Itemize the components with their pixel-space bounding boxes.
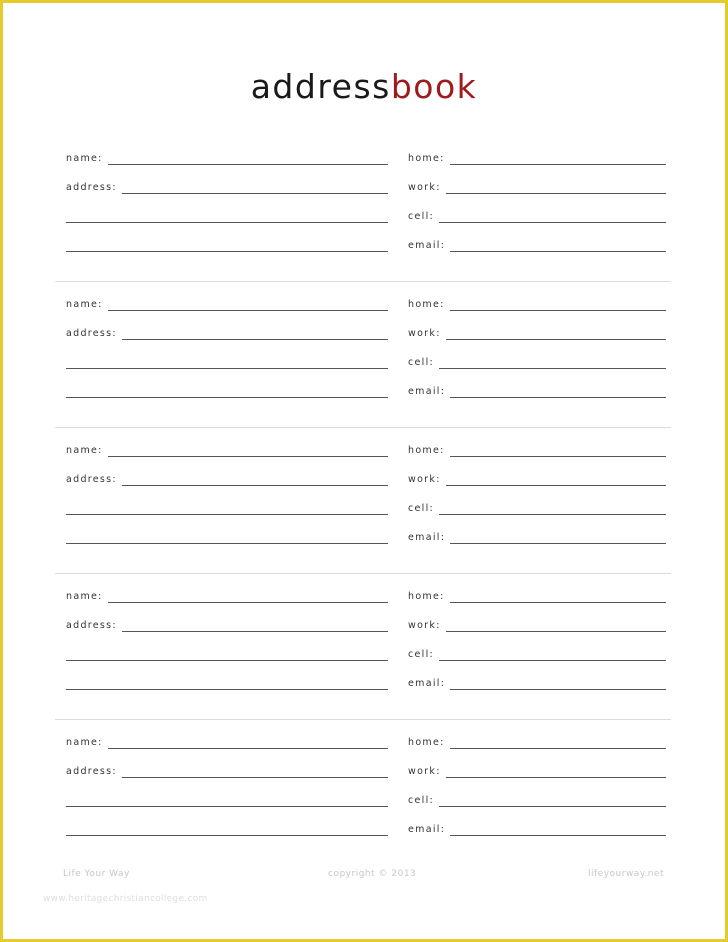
watermark: www.heritagechristiancollege.com bbox=[43, 894, 208, 904]
home-row bbox=[408, 441, 666, 457]
contact-entry bbox=[55, 719, 671, 865]
work-phone-field-line[interactable] bbox=[446, 339, 666, 340]
contact-entry bbox=[55, 281, 671, 428]
home-row bbox=[408, 149, 666, 165]
work-label: work: bbox=[408, 620, 441, 631]
cell-row bbox=[408, 207, 666, 223]
address-row bbox=[66, 470, 388, 486]
address-label: address: bbox=[66, 182, 117, 193]
home-label: home: bbox=[408, 445, 445, 456]
home-label: home: bbox=[408, 591, 445, 602]
email-label: email: bbox=[408, 386, 446, 397]
email-label: email: bbox=[408, 240, 446, 251]
work-phone-field-line[interactable] bbox=[446, 777, 666, 778]
address-field-line[interactable] bbox=[122, 193, 388, 194]
address-field-line[interactable] bbox=[122, 777, 388, 778]
home-phone-field-line[interactable] bbox=[450, 748, 666, 749]
home-row bbox=[408, 733, 666, 749]
name-row bbox=[66, 149, 388, 165]
footer-center: copyright © 2013 bbox=[328, 869, 417, 879]
address-label: address: bbox=[66, 620, 117, 631]
address-line-3[interactable] bbox=[66, 835, 388, 836]
name-field-line[interactable] bbox=[108, 748, 388, 749]
email-label: email: bbox=[408, 532, 446, 543]
name-label: name: bbox=[66, 737, 103, 748]
name-row bbox=[66, 733, 388, 749]
work-row bbox=[408, 178, 666, 194]
cell-label: cell: bbox=[408, 503, 435, 514]
cell-phone-field-line[interactable] bbox=[439, 806, 666, 807]
name-row bbox=[66, 295, 388, 311]
work-row bbox=[408, 616, 666, 632]
email-label: email: bbox=[408, 678, 446, 689]
cell-phone-field-line[interactable] bbox=[439, 660, 666, 661]
address-line-2[interactable] bbox=[66, 514, 388, 515]
address-line-3-row bbox=[66, 820, 388, 836]
page-title bbox=[3, 67, 725, 106]
cell-label: cell: bbox=[408, 357, 435, 368]
home-phone-field-line[interactable] bbox=[450, 602, 666, 603]
cell-label: cell: bbox=[408, 795, 435, 806]
address-line-2-row bbox=[66, 207, 388, 223]
cell-row bbox=[408, 791, 666, 807]
address-line-3[interactable] bbox=[66, 543, 388, 544]
email-row bbox=[408, 382, 666, 398]
name-row bbox=[66, 441, 388, 457]
work-row bbox=[408, 470, 666, 486]
address-line-2[interactable] bbox=[66, 660, 388, 661]
address-line-2[interactable] bbox=[66, 368, 388, 369]
work-phone-field-line[interactable] bbox=[446, 485, 666, 486]
address-field-line[interactable] bbox=[122, 485, 388, 486]
cell-phone-field-line[interactable] bbox=[439, 222, 666, 223]
name-label: name: bbox=[66, 299, 103, 310]
home-phone-field-line[interactable] bbox=[450, 456, 666, 457]
footer-left: Life Your Way bbox=[63, 869, 130, 879]
work-label: work: bbox=[408, 182, 441, 193]
name-field-line[interactable] bbox=[108, 456, 388, 457]
cell-row bbox=[408, 499, 666, 515]
home-phone-field-line[interactable] bbox=[450, 310, 666, 311]
address-line-2-row bbox=[66, 791, 388, 807]
home-label: home: bbox=[408, 153, 445, 164]
address-line-3-row bbox=[66, 236, 388, 252]
address-line-2-row bbox=[66, 353, 388, 369]
cell-row bbox=[408, 645, 666, 661]
email-row bbox=[408, 528, 666, 544]
name-label: name: bbox=[66, 591, 103, 602]
cell-phone-field-line[interactable] bbox=[439, 514, 666, 515]
home-label: home: bbox=[408, 299, 445, 310]
email-row bbox=[408, 674, 666, 690]
address-row bbox=[66, 178, 388, 194]
address-line-2-row bbox=[66, 499, 388, 515]
address-line-3-row bbox=[66, 528, 388, 544]
address-field-line[interactable] bbox=[122, 631, 388, 632]
email-row bbox=[408, 236, 666, 252]
address-row bbox=[66, 616, 388, 632]
email-row bbox=[408, 820, 666, 836]
cell-row bbox=[408, 353, 666, 369]
name-label: name: bbox=[66, 445, 103, 456]
address-line-2[interactable] bbox=[66, 222, 388, 223]
cell-label: cell: bbox=[408, 649, 435, 660]
work-label: work: bbox=[408, 328, 441, 339]
home-row bbox=[408, 587, 666, 603]
address-row bbox=[66, 324, 388, 340]
email-field-line[interactable] bbox=[450, 835, 666, 836]
address-line-2-row bbox=[66, 645, 388, 661]
contact-entry bbox=[55, 135, 671, 282]
work-row bbox=[408, 324, 666, 340]
address-line-2[interactable] bbox=[66, 806, 388, 807]
address-line-3[interactable] bbox=[66, 397, 388, 398]
name-row bbox=[66, 587, 388, 603]
email-field-line[interactable] bbox=[450, 397, 666, 398]
address-row bbox=[66, 762, 388, 778]
address-label: address: bbox=[66, 474, 117, 485]
email-field-line[interactable] bbox=[450, 543, 666, 544]
title-part-book: book bbox=[390, 67, 478, 106]
name-field-line[interactable] bbox=[108, 164, 388, 165]
work-label: work: bbox=[408, 766, 441, 777]
name-field-line[interactable] bbox=[108, 602, 388, 603]
address-label: address: bbox=[66, 328, 117, 339]
address-line-3[interactable] bbox=[66, 689, 388, 690]
contact-entry bbox=[55, 427, 671, 574]
cell-label: cell: bbox=[408, 211, 435, 222]
title-part-address: address bbox=[250, 67, 391, 106]
address-label: address: bbox=[66, 766, 117, 777]
email-field-line[interactable] bbox=[450, 689, 666, 690]
home-label: home: bbox=[408, 737, 445, 748]
footer-right: lifeyourway.net bbox=[588, 869, 664, 879]
email-label: email: bbox=[408, 824, 446, 835]
name-label: name: bbox=[66, 153, 103, 164]
address-line-3[interactable] bbox=[66, 251, 388, 252]
name-field-line[interactable] bbox=[108, 310, 388, 311]
address-line-3-row bbox=[66, 674, 388, 690]
address-line-3-row bbox=[66, 382, 388, 398]
address-field-line[interactable] bbox=[122, 339, 388, 340]
work-label: work: bbox=[408, 474, 441, 485]
home-phone-field-line[interactable] bbox=[450, 164, 666, 165]
work-row bbox=[408, 762, 666, 778]
contact-entry bbox=[55, 573, 671, 720]
work-phone-field-line[interactable] bbox=[446, 631, 666, 632]
email-field-line[interactable] bbox=[450, 251, 666, 252]
cell-phone-field-line[interactable] bbox=[439, 368, 666, 369]
home-row bbox=[408, 295, 666, 311]
work-phone-field-line[interactable] bbox=[446, 193, 666, 194]
